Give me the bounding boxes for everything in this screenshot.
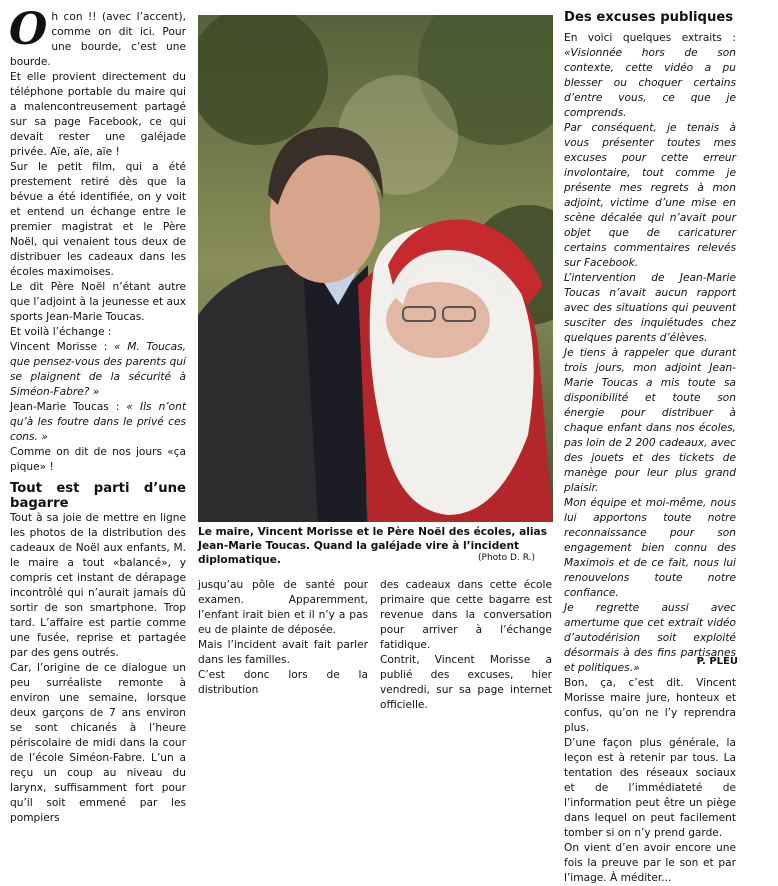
paragraph: Le dit Père Noël n’étant autre que l’adjoint à la jeunesse et aux sports Jean-Marie Toucas. [10, 281, 186, 323]
quote-paragraph: Mon équipe et moi-même, nous lui apportons toute notre reconnaissance pour son engagement bien connu des Maximois et de ce fait, nous lui renouvelons toute notre confiance. [564, 497, 736, 599]
quote-jean-marie-toucas: Jean-Marie Toucas : « Ils n’ont qu’à les foutre dans le privé ces cons. » [10, 401, 186, 443]
bottom-column-left [198, 578, 368, 698]
paragraph: D’une façon plus générale, la leçon est à retenir par tous. La tentation des réseaux sociaux et de l’immédiateté de l’information peut être un piège dans lequel on peut facilement tomber si on n’y prend garde. [564, 737, 736, 839]
paragraph: jusqu’au pôle de santé pour examen. Apparemment, l’enfant irait bien et il n’y a pas eu de plainte de déposée. [198, 579, 368, 636]
left-column [9, 4, 187, 826]
photo-caption: Le maire, Vincent Morisse et le Père Noël des écoles, alias Jean-Marie Toucas. Quand la galéjade vire à l’incident diplomatique. [198, 526, 548, 566]
paragraph: Comme on dit de nos jours «ça pique» ! [10, 446, 186, 473]
section-heading: Des excuses publiques [564, 10, 734, 25]
quote-paragraph: Je tiens à rappeler que durant trois jours, mon adjoint Jean-Marie Toucas a mis toute sa disponibilité et toute son énergie pour distribuer à chaque enfant dans nos écoles, pas loin de 2 200 cadeaux, avec des jouets et des tickets de manège pour leur plus grand plaisir. [564, 347, 736, 494]
quote-paragraph: Je regrette aussi avec amertume que cet extrait vidéo d’autodérision soit exploité désormais à des fins partisanes et politiques.» [564, 602, 736, 674]
quote-paragraph: L’intervention de Jean-Marie Toucas n’avait aucun rapport avec des situations qui peuvent susciter des inquiétudes chez quelques parents d’élèves. [564, 272, 736, 344]
paragraph-intro: Oh con !! (avec l’accent), comme on dit ici. Pour une bourde, c’est une bourde. [9, 4, 186, 68]
paragraph: Bon, ça, c’est dit. Vincent Morisse maire jure, honteux et confus, qu’on ne l’y reprendra plus. [564, 677, 736, 734]
right-column [564, 10, 736, 886]
paragraph: En voici quelques extraits : «Visionnée hors de son contexte, cette vidéo a pu blesser ou choquer certains d’entre vous, ce que je comprends. [564, 32, 736, 119]
section-heading: Tout est parti d’une bagarre [10, 481, 186, 511]
quote-paragraph: Par conséquent, je tenais à vous présenter toutes mes excuses pour cette erreur involontaire, tout comme je présente mes regrets à mon adjoint, victime d’une mise en scène décalée qui n’avait pour objet que de caricaturer certains commentaires relevés sur Facebook. [564, 122, 736, 269]
paragraph: Sur le petit film, qui a été prestement retiré dès que la bévue a été identifiée, on y voit et entend un échange entre le premier magistrat et le Père Noël, qui venaient tous deux de distribuer les cadeaux dans les écoles maximoises. [10, 161, 186, 278]
article-photo [198, 15, 553, 522]
paragraph: Contrit, Vincent Morisse a publié des excuses, hier vendredi, sur sa page internet officielle. [380, 654, 552, 711]
photo-illustration [198, 15, 553, 522]
paragraph: C’est donc lors de la distribution [198, 669, 368, 696]
paragraph: Mais l’incident avait fait parler dans les familles. [198, 639, 368, 666]
paragraph: Tout à sa joie de mettre en ligne les photos de la distribution des cadeaux de Noël aux enfants, M. le maire a tout «balancé», y compris cet instant de dérapage incontrôlé qui n’aurait jamais dû sortir de son smartphone. Trop tard. L’affaire est partie comme une fusée, reprise et partagée par des gens outrés. [10, 512, 186, 659]
paragraph: des cadeaux dans cette école primaire que cette bagarre est revenue dans la conversation pour arriver à l’échange fatidique. [380, 579, 552, 651]
photo-credit: (Photo D. R.) [478, 553, 536, 563]
paragraph: Car, l’origine de ce dialogue un peu surréaliste remonte à environ une semaine, lorsque deux garçons de 7 ans environ se sont chicanés à l’heure périscolaire de midi dans la cour de l’école Siméon-Fabre. L’un a reçu un coup au niveau du larynx, suffisamment fort pour qu’il soit emmené par les pompiers [10, 662, 186, 824]
author-signature: P. PLEU [696, 656, 738, 667]
bottom-column-right [380, 578, 552, 713]
paragraph: Et voilà l’échange : [10, 326, 112, 338]
drop-cap: O [9, 4, 48, 55]
quote-vincent-morisse: Vincent Morisse : « M. Toucas, que pensez-vous des parents qui se plaignent de la sécurité à Siméon-Fabre? » [10, 341, 187, 398]
paragraph: Et elle provient directement du téléphone portable du maire qui a malencontreusement partagé sur sa page Facebook, ce qui devait rester une galéjade privée. Aïe, aïe, aïe ! [10, 71, 186, 158]
paragraph: On vient d’en avoir encore une fois la preuve par le son et par l’image. À méditer... [564, 842, 736, 884]
